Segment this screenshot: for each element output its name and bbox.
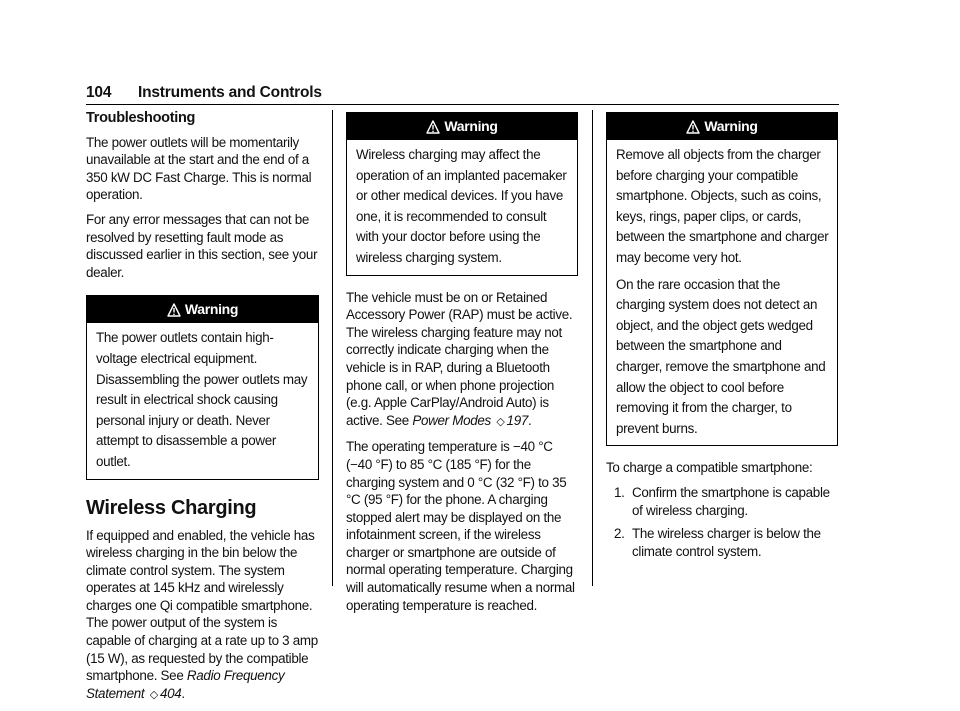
column-right	[606, 110, 838, 566]
warning-header	[607, 113, 837, 140]
warning-triangle-icon	[426, 120, 440, 134]
list-item: 1. Confirm the smartphone is capable of wireless charging.	[614, 484, 830, 518]
body-paragraph: The power outlets will be momentarily unavailable at the start and the end of a 350 kW DC Fast Charge. This is normal operation.	[86, 134, 312, 203]
body-paragraph: If equipped and enabled, the vehicle has wireless charging in the bin below the climate control system. The system operates at 145 kHz and wirelessly charges one Qi compatible smartphone. The power output of the system is capable of charging at a rate up to 3 amp (15 W), as requested by the compatible smartphone. See Radio Frequency Statement ◇ 404.	[86, 527, 318, 701]
warning-box	[86, 295, 319, 479]
warning-triangle-icon	[686, 120, 700, 134]
column-left	[86, 110, 319, 711]
warning-title: Warning	[444, 118, 498, 134]
page-number: 104	[86, 84, 112, 101]
body-paragraph: The operating temperature is −40 °C (−40 °F) to 85 °C (185 °F) for the charging system and 0 °C (32 °F) to 35 °C (95 °F) for the phone. A charging stopped alert may be displayed on the infotainment screen, if the wireless charger or smartphone are outside of normal operating temperature. Charging will automatically resume when a normal operating temperature is reached.	[346, 439, 575, 613]
body-paragraph: The vehicle must be on or Retained Accessory Power (RAP) must be active. The wireless charging feature may not correctly indicate charging when the vehicle is in RAP, during a Bluetooth phone call, or when phone projection (e.g. Apple CarPlay/Android Auto) is active. See Power Modes ◇ 197.	[346, 289, 573, 428]
body-paragraph: For any error messages that can not be resolved by resetting fault mode as discussed earlier in this section, see your dealer.	[86, 211, 318, 280]
warning-title: Warning	[184, 301, 239, 318]
warning-header	[87, 296, 318, 323]
warning-text: The power outlets contain high-voltage electrical equipment. Disassembling the power outlets may result in electrical shock causing personal injury or death. Never attempt to disassemble a power outlet.	[96, 330, 308, 469]
column-divider	[332, 110, 333, 586]
troubleshooting-heading: Troubleshooting	[86, 110, 196, 126]
warning-box	[346, 112, 578, 276]
steps-list	[606, 484, 838, 560]
cross-reference-link[interactable]: Radio Frequency Statement	[86, 668, 285, 701]
warning-title: Warning	[704, 118, 758, 134]
warning-box	[606, 112, 838, 446]
page-reference-number[interactable]: 197	[506, 412, 528, 428]
warning-triangle-icon	[167, 303, 181, 317]
body-paragraph: To charge a compatible smartphone:	[606, 460, 813, 476]
cross-reference-link[interactable]: Power Modes	[412, 412, 491, 428]
page-reference-arrow-icon: ◇	[496, 415, 505, 428]
column-divider	[592, 110, 593, 586]
warning-text: Wireless charging may affect the operation of an implanted pacemaker or other medical devices. If you have one, it is recommended to consult with your doctor before using the wireless charging system.	[356, 147, 567, 265]
section-title: Instruments and Controls	[138, 84, 322, 101]
page-reference-number[interactable]: 404	[159, 685, 182, 701]
list-item: 2. The wireless charger is below the climate control system.	[614, 526, 821, 559]
warning-text: On the rare occasion that the charging system does not detect an object, and the object gets wedged between the smartphone and charger, remove the smartphone and allow the object to cool before removing it from the charger, to prevent burns.	[616, 276, 826, 436]
column-middle	[346, 110, 578, 621]
warning-text: Remove all objects from the charger before charging your compatible smartphone. Objects, such as coins, keys, rings, paper clips, or cards, between the smartphone and charger may become very hot.	[616, 147, 829, 265]
warning-header	[347, 113, 577, 140]
page-header	[86, 80, 839, 105]
page-reference-arrow-icon: ◇	[149, 688, 158, 701]
wireless-charging-heading: Wireless Charging	[86, 496, 257, 519]
